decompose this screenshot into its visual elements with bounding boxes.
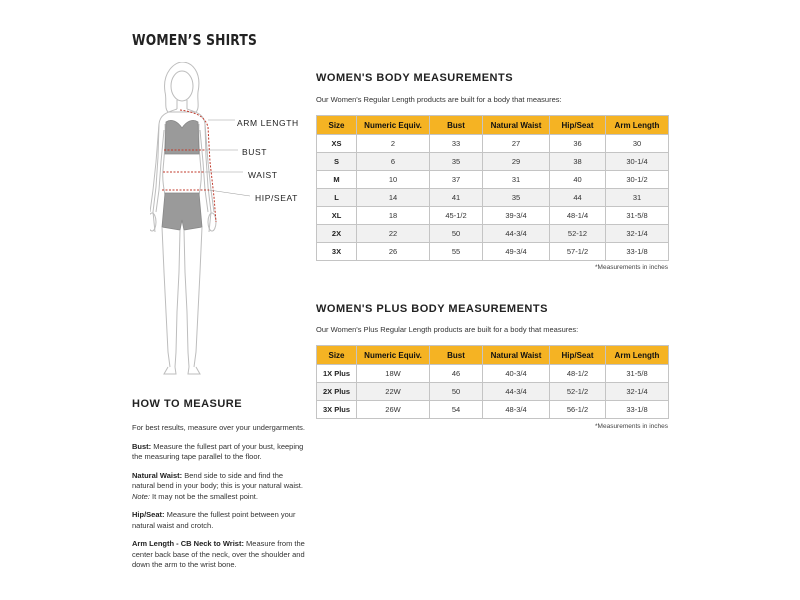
body-measurements-table bbox=[316, 115, 669, 261]
waist-instruction-text: Bend side to side and find the natural bend in your body; this is your natural waist. bbox=[132, 470, 303, 490]
table-cell: 33-1/8 bbox=[606, 401, 669, 419]
table-cell: 30-1/4 bbox=[606, 153, 669, 171]
arm-length-label: ARM LENGTH bbox=[237, 118, 299, 128]
size-cell: 1X Plus bbox=[317, 365, 357, 383]
body-figure-illustration bbox=[150, 62, 330, 382]
table-cell: 37 bbox=[430, 171, 483, 189]
column-header: Hip/Seat bbox=[550, 346, 606, 365]
size-cell: 2X Plus bbox=[317, 383, 357, 401]
table-header-row bbox=[317, 116, 669, 135]
table-cell: 32-1/4 bbox=[606, 383, 669, 401]
hip-leader bbox=[209, 190, 250, 196]
table-cell: 2 bbox=[357, 135, 430, 153]
column-header: Size bbox=[317, 116, 357, 135]
size-cell: 2X bbox=[317, 225, 357, 243]
column-header: Natural Waist bbox=[483, 116, 550, 135]
table-cell: 55 bbox=[430, 243, 483, 261]
table-cell: 48-3/4 bbox=[483, 401, 550, 419]
how-to-measure-intro: For best results, measure over your undergarments. bbox=[132, 423, 305, 432]
column-header: Hip/Seat bbox=[550, 116, 606, 135]
table-cell: 44-3/4 bbox=[483, 225, 550, 243]
feet-outline bbox=[164, 367, 200, 374]
table-cell: 18W bbox=[357, 365, 430, 383]
waist-label: WAIST bbox=[248, 170, 278, 180]
table-cell: 30-1/2 bbox=[606, 171, 669, 189]
table-cell: 52-12 bbox=[550, 225, 606, 243]
column-header: Arm Length bbox=[606, 116, 669, 135]
table-cell: 14 bbox=[357, 189, 430, 207]
plus-measurements-title: WOMEN'S PLUS BODY MEASUREMENTS bbox=[316, 303, 548, 315]
waist-instruction-label: Natural Waist: bbox=[132, 470, 183, 480]
hip-instruction-label: Hip/Seat: bbox=[132, 510, 165, 519]
bust-instruction bbox=[132, 442, 307, 463]
table-cell: 48-1/2 bbox=[550, 365, 606, 383]
table-cell: 29 bbox=[483, 153, 550, 171]
hair-shape bbox=[165, 62, 199, 112]
waist-note-label: Note: bbox=[132, 491, 150, 501]
size-cell: M bbox=[317, 171, 357, 189]
hip-instruction bbox=[132, 510, 307, 531]
table-cell: 26W bbox=[357, 401, 430, 419]
plus-measurements-footnote: *Measurements in inches bbox=[595, 423, 668, 430]
right-hand bbox=[208, 213, 216, 231]
column-header: Bust bbox=[430, 116, 483, 135]
hip-instruction-text: Measure the fullest point between your natural waist and crotch. bbox=[132, 510, 296, 530]
table-row bbox=[317, 225, 669, 243]
woman-figure-svg bbox=[150, 62, 330, 382]
shorts-garment bbox=[162, 193, 202, 230]
size-cell: XL bbox=[317, 207, 357, 225]
table-cell: 33-1/8 bbox=[606, 243, 669, 261]
bust-instruction-label: Bust: bbox=[132, 441, 152, 451]
table-cell: 46 bbox=[430, 365, 483, 383]
table-cell: 48-1/4 bbox=[550, 207, 606, 225]
table-row bbox=[317, 365, 669, 383]
table-row bbox=[317, 135, 669, 153]
size-cell: 3X Plus bbox=[317, 401, 357, 419]
arm-instruction-text: Measure from the center back base of the neck, over the shoulder and down the arm to the wrist bone. bbox=[132, 539, 305, 569]
table-row bbox=[317, 207, 669, 225]
column-header: Size bbox=[317, 346, 357, 365]
table-cell: 31 bbox=[483, 171, 550, 189]
table-cell: 49-3/4 bbox=[483, 243, 550, 261]
how-to-measure-instructions bbox=[132, 423, 307, 579]
table-cell: 10 bbox=[357, 171, 430, 189]
size-cell: S bbox=[317, 153, 357, 171]
table-cell: 57-1/2 bbox=[550, 243, 606, 261]
plus-measurements-intro: Our Women's Plus Regular Length products are built for a body that measures: bbox=[316, 325, 579, 334]
table-row bbox=[317, 189, 669, 207]
column-header: Numeric Equiv. bbox=[357, 346, 430, 365]
table-cell: 50 bbox=[430, 383, 483, 401]
column-header: Numeric Equiv. bbox=[357, 116, 430, 135]
body-measurements-intro: Our Women's Regular Length products are built for a body that measures: bbox=[316, 95, 562, 104]
arm-instruction bbox=[132, 539, 307, 571]
table-cell: 41 bbox=[430, 189, 483, 207]
waist-note-text: It may not be the smallest point. bbox=[152, 491, 258, 501]
size-cell: L bbox=[317, 189, 357, 207]
column-header: Bust bbox=[430, 346, 483, 365]
table-cell: 40-3/4 bbox=[483, 365, 550, 383]
size-cell: 3X bbox=[317, 243, 357, 261]
table-cell: 38 bbox=[550, 153, 606, 171]
table-cell: 35 bbox=[483, 189, 550, 207]
table-cell: 22W bbox=[357, 383, 430, 401]
table-cell: 32-1/4 bbox=[606, 225, 669, 243]
table-cell: 44-3/4 bbox=[483, 383, 550, 401]
page-title: WOMEN’S SHIRTS bbox=[132, 31, 257, 49]
table-cell: 50 bbox=[430, 225, 483, 243]
table-cell: 26 bbox=[357, 243, 430, 261]
arm-instruction-label: Arm Length - CB Neck to Wrist: bbox=[132, 539, 244, 548]
table-row bbox=[317, 383, 669, 401]
legs-outline bbox=[162, 227, 202, 367]
head-shape bbox=[171, 71, 193, 101]
table-cell: 44 bbox=[550, 189, 606, 207]
table-cell: 31-5/8 bbox=[606, 207, 669, 225]
table-cell: 22 bbox=[357, 225, 430, 243]
body-measurements-footnote: *Measurements in inches bbox=[595, 264, 668, 271]
column-header: Natural Waist bbox=[483, 346, 550, 365]
table-row bbox=[317, 153, 669, 171]
bust-instruction-text: Measure the fullest part of your bust, keeping the measuring tape parallel to the floor. bbox=[132, 441, 304, 461]
table-cell: 56-1/2 bbox=[550, 401, 606, 419]
table-cell: 54 bbox=[430, 401, 483, 419]
table-row bbox=[317, 401, 669, 419]
size-cell: XS bbox=[317, 135, 357, 153]
table-cell: 36 bbox=[550, 135, 606, 153]
table-cell: 6 bbox=[357, 153, 430, 171]
table-header-row bbox=[317, 346, 669, 365]
bust-label: BUST bbox=[242, 147, 268, 157]
plus-measurements-table bbox=[316, 345, 669, 419]
table-cell: 40 bbox=[550, 171, 606, 189]
table-cell: 31 bbox=[606, 189, 669, 207]
table-row bbox=[317, 243, 669, 261]
bra-garment bbox=[165, 120, 199, 154]
table-cell: 31-5/8 bbox=[606, 365, 669, 383]
table-cell: 52-1/2 bbox=[550, 383, 606, 401]
table-cell: 39-3/4 bbox=[483, 207, 550, 225]
table-cell: 33 bbox=[430, 135, 483, 153]
table-row bbox=[317, 171, 669, 189]
body-measurements-title: WOMEN'S BODY MEASUREMENTS bbox=[316, 72, 514, 84]
waist-instruction bbox=[132, 471, 307, 503]
column-header: Arm Length bbox=[606, 346, 669, 365]
table-cell: 27 bbox=[483, 135, 550, 153]
table-cell: 30 bbox=[606, 135, 669, 153]
table-cell: 35 bbox=[430, 153, 483, 171]
table-cell: 45-1/2 bbox=[430, 207, 483, 225]
hip-seat-label: HIP/SEAT bbox=[255, 193, 298, 203]
how-to-measure-title: HOW TO MEASURE bbox=[132, 398, 243, 410]
table-cell: 18 bbox=[357, 207, 430, 225]
